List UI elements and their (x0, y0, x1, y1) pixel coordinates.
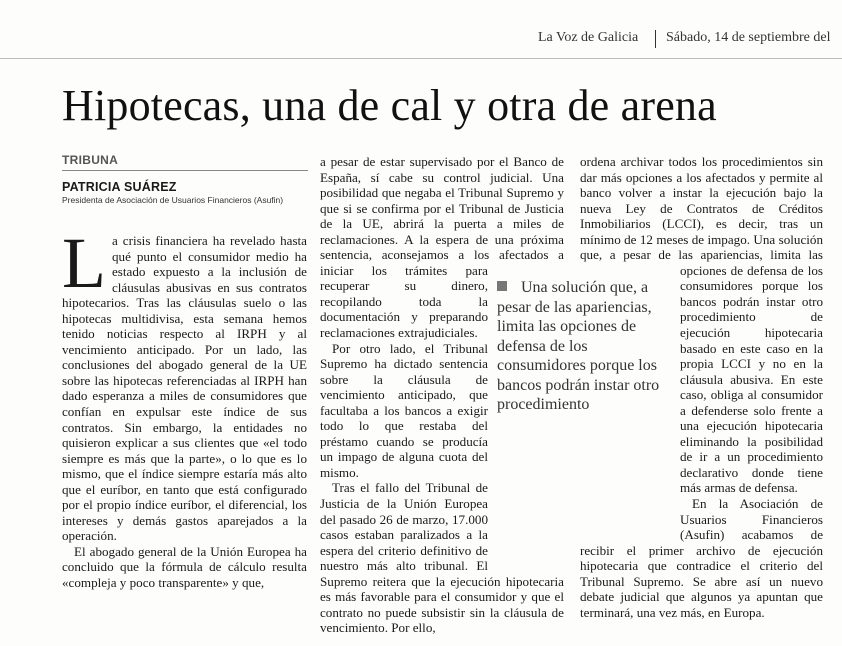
headline: Hipotecas, una de cal y otra de arena (62, 81, 717, 130)
paragraph: Tras el fallo del Tribunal de Justicia de la Unión Europea del pasado 26 de marzo, 17.000 casos estaban paralizados a la espera del criterio definitivo de nuestro más alto tribunal. El Supremo reitera que la ejecución hipotecaria es más favorable para el consumidor y que el contrato no puede subsistir sin la cláusula de vencimiento. Por ello, (320, 480, 564, 636)
paragraph (62, 223, 307, 544)
section-rule (62, 170, 308, 171)
pull-quote (497, 278, 667, 415)
paragraph-text: a pesar de estar supervisado por el Banco de España, sí cabe su control judicial. Una posibilidad que negaba el Tribunal Supremo y que si se confirma por el Tribunal de Justicia de la UE, abrirá la puerta a miles de reclamaciones. A la espera de una próxima sentencia, aconsejamos a los afectados a iniciar los trámites para recuperar su dinero, recopilando toda la documentación y preparando reclamaciones extrajudiciales. (320, 154, 564, 341)
paragraph: El abogado general de la Unión Europea ha concluido que la fórmula de cálculo resulta «compleja y poco transparente» y que, (62, 543, 307, 591)
paragraph-text: ordena archivar todos los procedimientos sin dar más opciones a los afectados y permite al banco volver a instar la ejecución bajo la nueva Ley de Contratos de Créditos Inmobiliarios (LCCI), es decir, tras un mínimo de 12 meses de impago. Una solución que, a pesar de las apariencias, limita las opciones de defensa de los consumidores porque los bancos podrán instar otro procedimiento de ejecución hipotecaria basado en este caso en la propia LCCI y no en la cláusula abusiva. En este caso, obliga al consumidor a defenderse solo frente a una ejecución hipotecaria eliminando la posibilidad de ir a un procedimiento declarativo donde tiene más armas de defensa. (580, 154, 823, 496)
drop-cap: L (62, 223, 106, 303)
square-bullet-icon (497, 281, 507, 291)
author-role: Presidenta de Asociación de Usuarios Financieros (Asufin) (62, 195, 284, 205)
masthead (0, 30, 842, 50)
newspaper-name: La Voz de Galicia (538, 30, 639, 45)
article-column-1 (62, 223, 307, 591)
author-name: PATRICIA SUÁREZ (62, 180, 177, 194)
masthead-divider (655, 30, 656, 48)
publication-date: Sábado, 14 de septiembre del (666, 30, 831, 45)
pull-quote-text: Una solución que, a pesar de las apariencias, limita las opciones de defensa de los consumidores porque los bancos podrán instar otro procedimiento (497, 279, 660, 413)
section-label: TRIBUNA (62, 153, 119, 167)
top-rule (0, 58, 842, 59)
paragraph: En la Asociación de Usuarios Financieros (Asufin) acabamos de recibir el primer archivo de ejecución hipotecaria que contradice el criterio del Tribunal Supremo. Se abre así un nuevo debate judicial que algunos ya apuntan que terminará, una vez más, en Europa. (580, 496, 823, 620)
paragraph-text: a crisis financiera ha revelado hasta qué punto el consumidor medio ha estado expuesto a la inclusión de cláusulas abusivas en sus contratos hipotecarios. Tras las cláusulas suelo o las hipotecas multidivisa, esta semana hemos tenido noticias respecto al IRPH y al vencimiento anticipado. Por un lado, las conclusiones del abogado general de la UE sobre las hipotecas referenciadas al IRPH han dado esperanza a miles de consumidores que confían en expulsar este índice de sus contratos. Sin embargo, la entidades no quisieron explicar a sus clientes que «el todo siempre es más que la parte», o lo que es lo mismo, que el índice siempre estaría más alto que el euríbor, en tanto que está configurado por el propio índice euríbor, el diferencial, los intereses y demás gastos aparejados a la operación. (62, 233, 307, 544)
paragraph: Por otro lado, el Tribunal Supremo ha dictado sentencia sobre la cláusula de vencimiento anticipado, que facultaba a los bancos a exigir todo lo que restaba del préstamo cuando se producía un impago de alguna cuota del mismo. (320, 340, 488, 480)
